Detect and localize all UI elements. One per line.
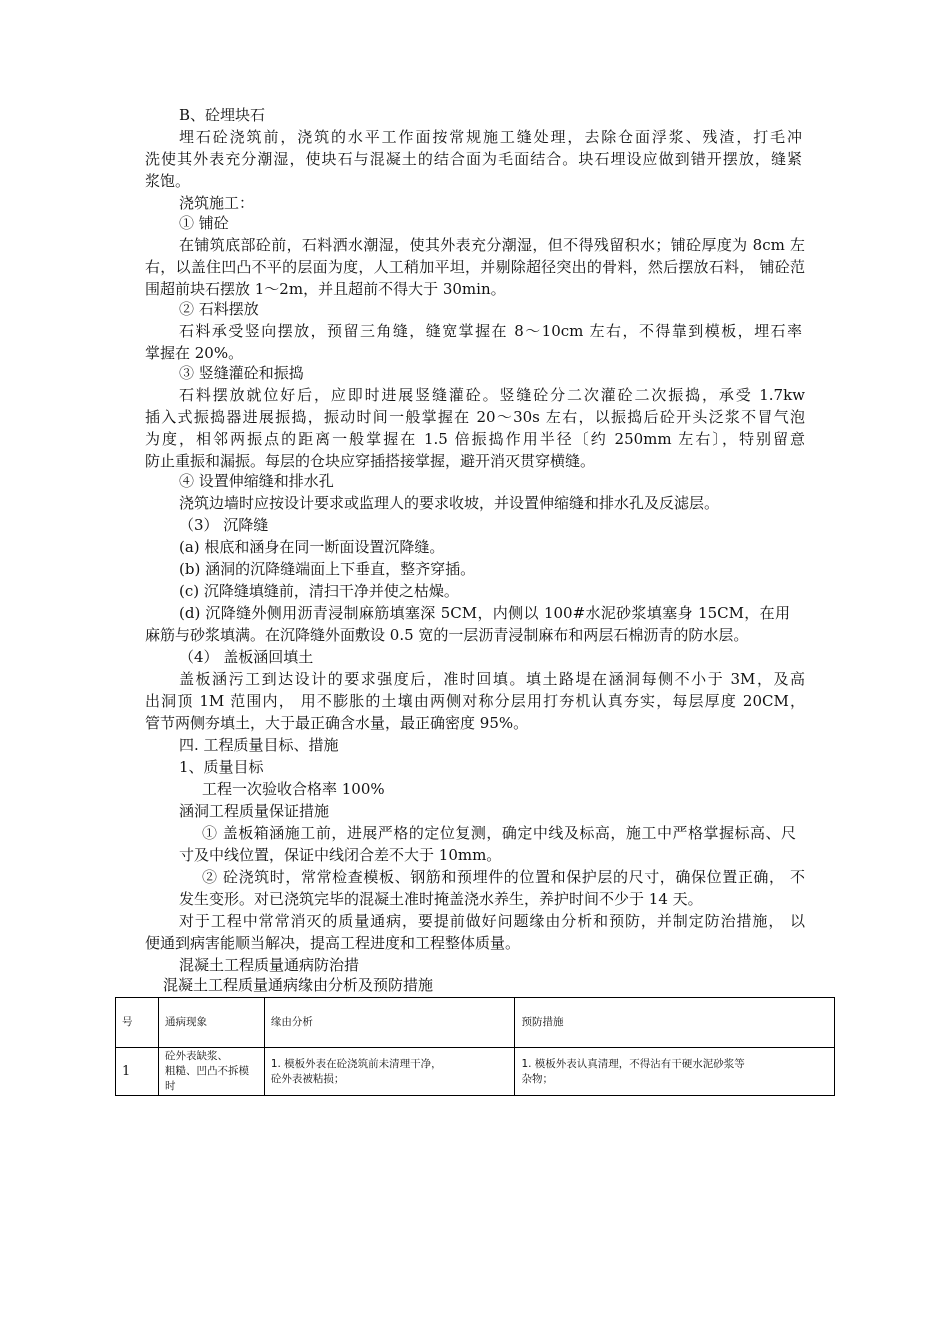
header-cause: 缘由分析	[264, 998, 515, 1048]
step-heading: ③ 竖缝灌砼和振捣	[179, 364, 304, 382]
table-title: 混凝土工程质量通病缘由分析及预防措施	[163, 976, 434, 994]
step-heading: ② 石料摆放	[179, 300, 259, 318]
subheading-culvert-measures: 涵洞工程质量保证措施	[179, 802, 330, 820]
paragraph-line: 在铺筑底部砼前，石料洒水潮湿，使其外表充分潮湿，但不得残留积水；铺砼厚度为 8cm 左	[179, 236, 805, 254]
cause-cell	[264, 1048, 515, 1096]
cause-line: 1. 模板外表在砼浇筑前未清理干净，	[270, 1057, 442, 1070]
list-item: (c) 沉降缝填缝前，清扫干净并使之枯燥。	[179, 582, 459, 600]
paragraph-line: 寸及中线位置，保证中线闭合差不大于 10mm。	[179, 846, 502, 864]
header-number: 号	[116, 998, 159, 1048]
phenomenon-line: 砼外表缺浆、	[164, 1050, 228, 1062]
quality-issues-table	[115, 997, 835, 1096]
row-number: 1	[116, 1048, 159, 1096]
paragraph-line: 石料摆放就位好后，应即时进展竖缝灌砼。竖缝砼分二次灌砼二次振捣，承受 1.7kw	[179, 386, 805, 404]
header-phenomenon: 通病现象	[158, 998, 264, 1048]
subheading-quality-target: 1、质量目标	[179, 758, 264, 776]
paragraph-line: 盖板涵污工到达设计的要求强度后，准时回填。填土路堤在涵洞每侧不小于 3M，及高	[179, 670, 805, 688]
paragraph-line: 麻筋与砂浆填满。在沉降缝外面敷设 0.5 宽的一层沥青浸制麻布和两层石棉沥青的防水层。	[145, 626, 749, 644]
phenomenon-cell	[158, 1048, 264, 1096]
step-heading: ① 铺砼	[179, 214, 229, 232]
list-item: (a) 根底和涵身在同一断面设置沉降缝。	[179, 538, 445, 556]
chapter-heading-quality: 四. 工程质量目标、措施	[179, 736, 339, 754]
paragraph-line: 浇筑边墙时应按设计要求或监理人的要求收坡，并设置伸缩缝和排水孔及反滤层。	[179, 494, 720, 512]
paragraph-line: 围超前块石摆放 1～2m，并且超前不得大于 30min。	[145, 280, 506, 298]
paragraph-line: 插入式振捣器进展振捣，振动时间一般掌握在 20～30s 左右，以振捣后砼开头泛浆不冒气泡	[145, 408, 805, 426]
paragraph-line: ① 盖板箱涵施工前，进展严格的定位复测，确定中线及标高，施工中严格掌握标高、尺	[202, 824, 796, 842]
paragraph-line: 埋石砼浇筑前，浇筑的水平工作面按常规施工缝处理，去除仓面浮浆、残渣，打毛冲	[179, 128, 802, 146]
prevention-line: 1. 模板外表认真清理，不得沾有干硬水泥砂浆等	[521, 1057, 745, 1070]
list-item: (d) 沉降缝外侧用沥青浸制麻筋填塞深 5CM，内侧以 100#水泥砂浆填塞身 15CM，在用	[179, 604, 790, 622]
paragraph-line: 防止重振和漏振。每层的仓块应穿插搭接掌握，避开消灭贯穿横缝。	[145, 452, 596, 470]
paragraph-line: 掌握在 20%。	[145, 344, 244, 362]
prevention-cell	[515, 1048, 835, 1096]
table-row	[116, 1048, 835, 1096]
list-item: (b) 涵洞的沉降缝端面上下垂直，整齐穿插。	[179, 560, 476, 578]
section-heading-settlement-joint: （3） 沉降缝	[179, 516, 269, 534]
step-heading: ④ 设置伸缩缝和排水孔	[179, 472, 334, 490]
paragraph-line: 对于工程中常常消灭的质量通病，要提前做好问题缘由分析和预防，并制定防治措施， 以	[179, 912, 805, 930]
paragraph-line: 出洞顶 1M 范围内， 用不膨胀的土壤由两侧对称分层用打夯机认真夯实，每层厚度 20CM，	[145, 692, 805, 710]
phenomenon-line: 粗糙、凹凸不拆模时	[164, 1065, 249, 1092]
paragraph-line: 浆饱。	[145, 172, 191, 190]
paragraph-line: 工程一次验收合格率 100%	[202, 780, 385, 798]
paragraph-line: 为度，相邻两振点的距离一般掌握在 1.5 倍振捣作用半径〔约 250mm 左右〕，特别留意	[145, 430, 805, 448]
section-heading-backfill: （4） 盖板涵回填土	[179, 648, 314, 666]
paragraph-line: 便通到病害能顺当解决，提高工程进度和工程整体质量。	[145, 934, 521, 952]
subheading-pouring: 浇筑施工：	[179, 194, 255, 212]
table-header-row	[116, 998, 835, 1048]
paragraph-line: 混凝土工程质量通病防治措	[179, 956, 360, 974]
paragraph-line: 石料承受竖向摆放，预留三角缝，缝宽掌握在 8～10cm 左右，不得靠到模板，埋石率	[179, 322, 802, 340]
header-prevention: 预防措施	[515, 998, 835, 1048]
paragraph-line: 管节两侧夯填土，大于最正确含水量，最正确密度 95%。	[145, 714, 529, 732]
cause-line: 砼外表被粘损；	[270, 1072, 345, 1085]
prevention-line: 杂物；	[521, 1072, 553, 1085]
paragraph-line: 右，以盖住凹凸不平的层面为度，人工稍加平坦，并剔除超径突出的骨料，然后摆放石料， 铺砼范	[145, 258, 805, 276]
paragraph-line: ② 砼浇筑时，常常检查模板、钢筋和预埋件的位置和保护层的尺寸，确保位置正确， 不	[202, 868, 805, 886]
paragraph-line: 洗使其外表充分潮湿，使块石与混凝土的结合面为毛面结合。块石埋设应做到错开摆放，缝紧	[145, 150, 802, 168]
heading-concrete-rubble: B、砼埋块石	[179, 106, 266, 124]
paragraph-line: 发生变形。对已浇筑完毕的混凝土准时掩盖浇水养生，养护时间不少于 14 天。	[179, 890, 703, 908]
